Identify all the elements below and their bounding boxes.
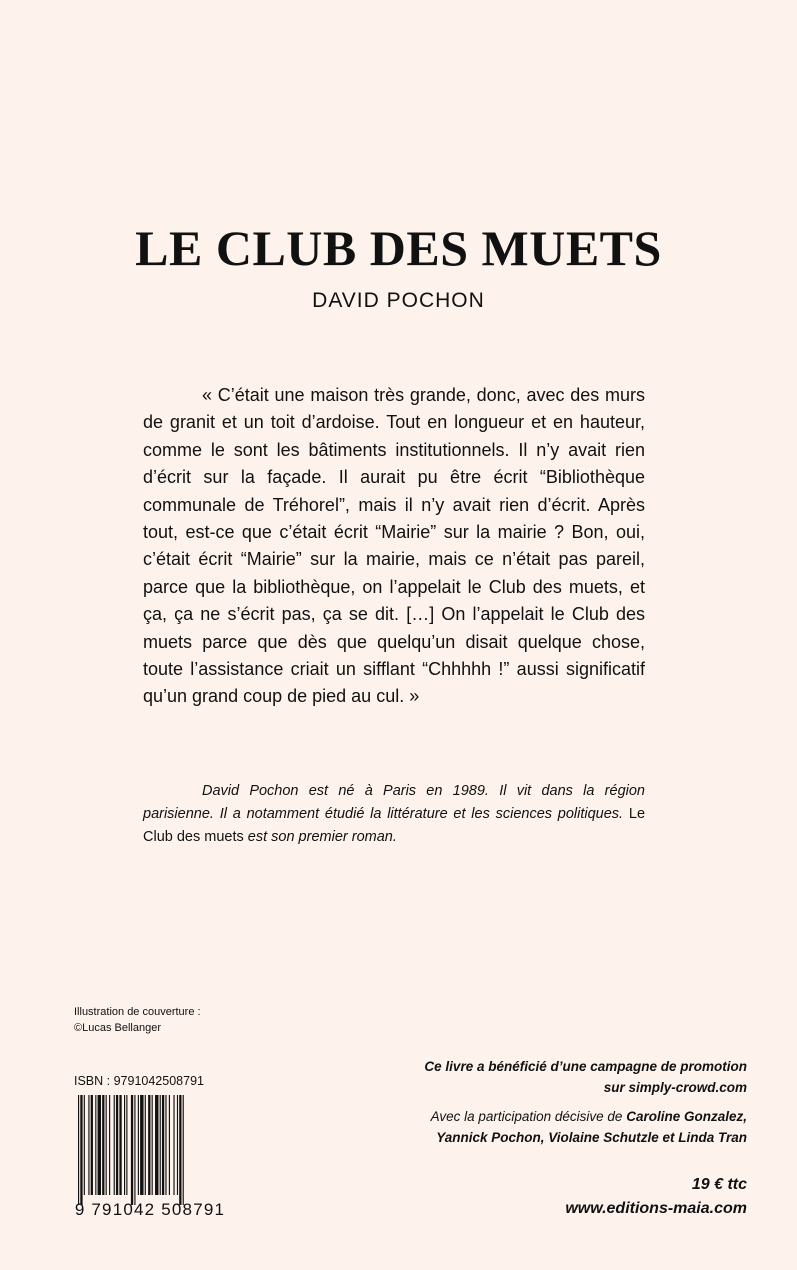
- barcode-bar: [126, 1095, 127, 1195]
- credit-artist: ©Lucas Bellanger: [74, 1022, 161, 1034]
- promo-line1: Ce livre a bénéficié d’une campagne de promotion: [424, 1059, 747, 1074]
- barcode-bars: [78, 1095, 184, 1205]
- barcode-bar: [179, 1095, 181, 1205]
- barcode-bar: [183, 1095, 184, 1205]
- barcode-image: [74, 1095, 226, 1219]
- participation-text: [327, 1106, 747, 1148]
- barcode-bar: [119, 1095, 121, 1195]
- publisher-website: www.editions-maia.com: [565, 1200, 747, 1217]
- barcode-bar: [152, 1095, 153, 1195]
- barcode-bar: [102, 1095, 104, 1195]
- book-title: LE CLUB DES MUETS: [135, 220, 662, 276]
- barcode-bar: [131, 1095, 133, 1205]
- barcode-bar: [162, 1095, 164, 1195]
- barcode-bar: [165, 1095, 166, 1195]
- barcode-bar: [140, 1095, 143, 1195]
- barcode-bar: [109, 1095, 110, 1195]
- barcode-bar: [116, 1095, 118, 1195]
- barcode-bar: [88, 1095, 89, 1195]
- price-label: 19 € ttc: [691, 1176, 747, 1193]
- barcode-bar: [114, 1095, 115, 1195]
- author-name: DAVID POCHON: [312, 289, 485, 312]
- bio-book-title: Le Club des muets: [143, 806, 646, 845]
- back-cover-quote: « C’était une maison très grande, donc, avec des murs de granit et un toit d’ardoise. Tout en longueur et en hauteur, comme le sont les bâtiments institutionnels. Il n’y avait rien d’écrit sur la façade. Il aurait pu être écrit “Bibliothèque communale de Tréhorel”, mais il n’y avait rien d’écrit. Après tout, est-ce que c’était écrit “Mairie” sur la mairie ? Bon, oui, c’était écrit “Mairie” sur la mairie, mais ce n’était pas pareil, parce que la bibliothèque, on l’appelait le Club des muets, et ça, ça ne s’écrit pas, ça se dit. […] On l’appelait le Club des muets parce que dès que quelqu’un disait quelque chose, toute l’assistance criait un sifflant “Chhhhh !” aussi significatif qu’un grand coup de pied au cul. »: [143, 385, 645, 707]
- barcode-bar: [91, 1095, 93, 1195]
- participation-intro: Avec la participation décisive de: [430, 1109, 623, 1124]
- promo-text: [327, 1056, 747, 1098]
- bio-text-part1: David Pochon est né à Paris en 1989. Il vit dans la région parisienne. Il a notamment étudié la littérature et les sciences politiques.: [143, 783, 645, 822]
- barcode-bar: [169, 1095, 170, 1195]
- barcode-bar: [95, 1095, 96, 1195]
- promo-line2: sur simply-crowd.com: [603, 1080, 747, 1095]
- barcode-bar: [177, 1095, 178, 1195]
- barcode-bar: [106, 1095, 107, 1195]
- participation-names2: Yannick Pochon, Violaine Schutzle et Linda Tran: [436, 1130, 747, 1145]
- barcode-bar: [145, 1095, 146, 1195]
- bio-text-part2: est son premier roman.: [247, 829, 397, 845]
- credit-label: Illustration de couverture :: [74, 1006, 201, 1018]
- author-bio: [143, 780, 645, 849]
- barcode-bar: [124, 1095, 125, 1195]
- barcode-bar: [98, 1095, 101, 1195]
- participation-line1: [327, 1106, 747, 1127]
- barcode-bar: [134, 1095, 135, 1205]
- illustration-credit: [74, 1004, 201, 1036]
- barcode-bar: [78, 1095, 79, 1205]
- participation-names1: Caroline Gonzalez,: [626, 1109, 747, 1124]
- barcode-bar: [160, 1095, 161, 1195]
- barcode-bar: [173, 1095, 174, 1195]
- barcode-bar: [80, 1095, 82, 1205]
- barcode-bar: [155, 1095, 158, 1195]
- barcode-bar: [148, 1095, 150, 1195]
- barcode-bar: [84, 1095, 85, 1195]
- barcode-bar: [138, 1095, 139, 1195]
- isbn-label: ISBN : 9791042508791: [74, 1074, 204, 1088]
- participation-line2: [327, 1127, 747, 1148]
- barcode-digits: 9 791042 508791: [74, 1200, 226, 1219]
